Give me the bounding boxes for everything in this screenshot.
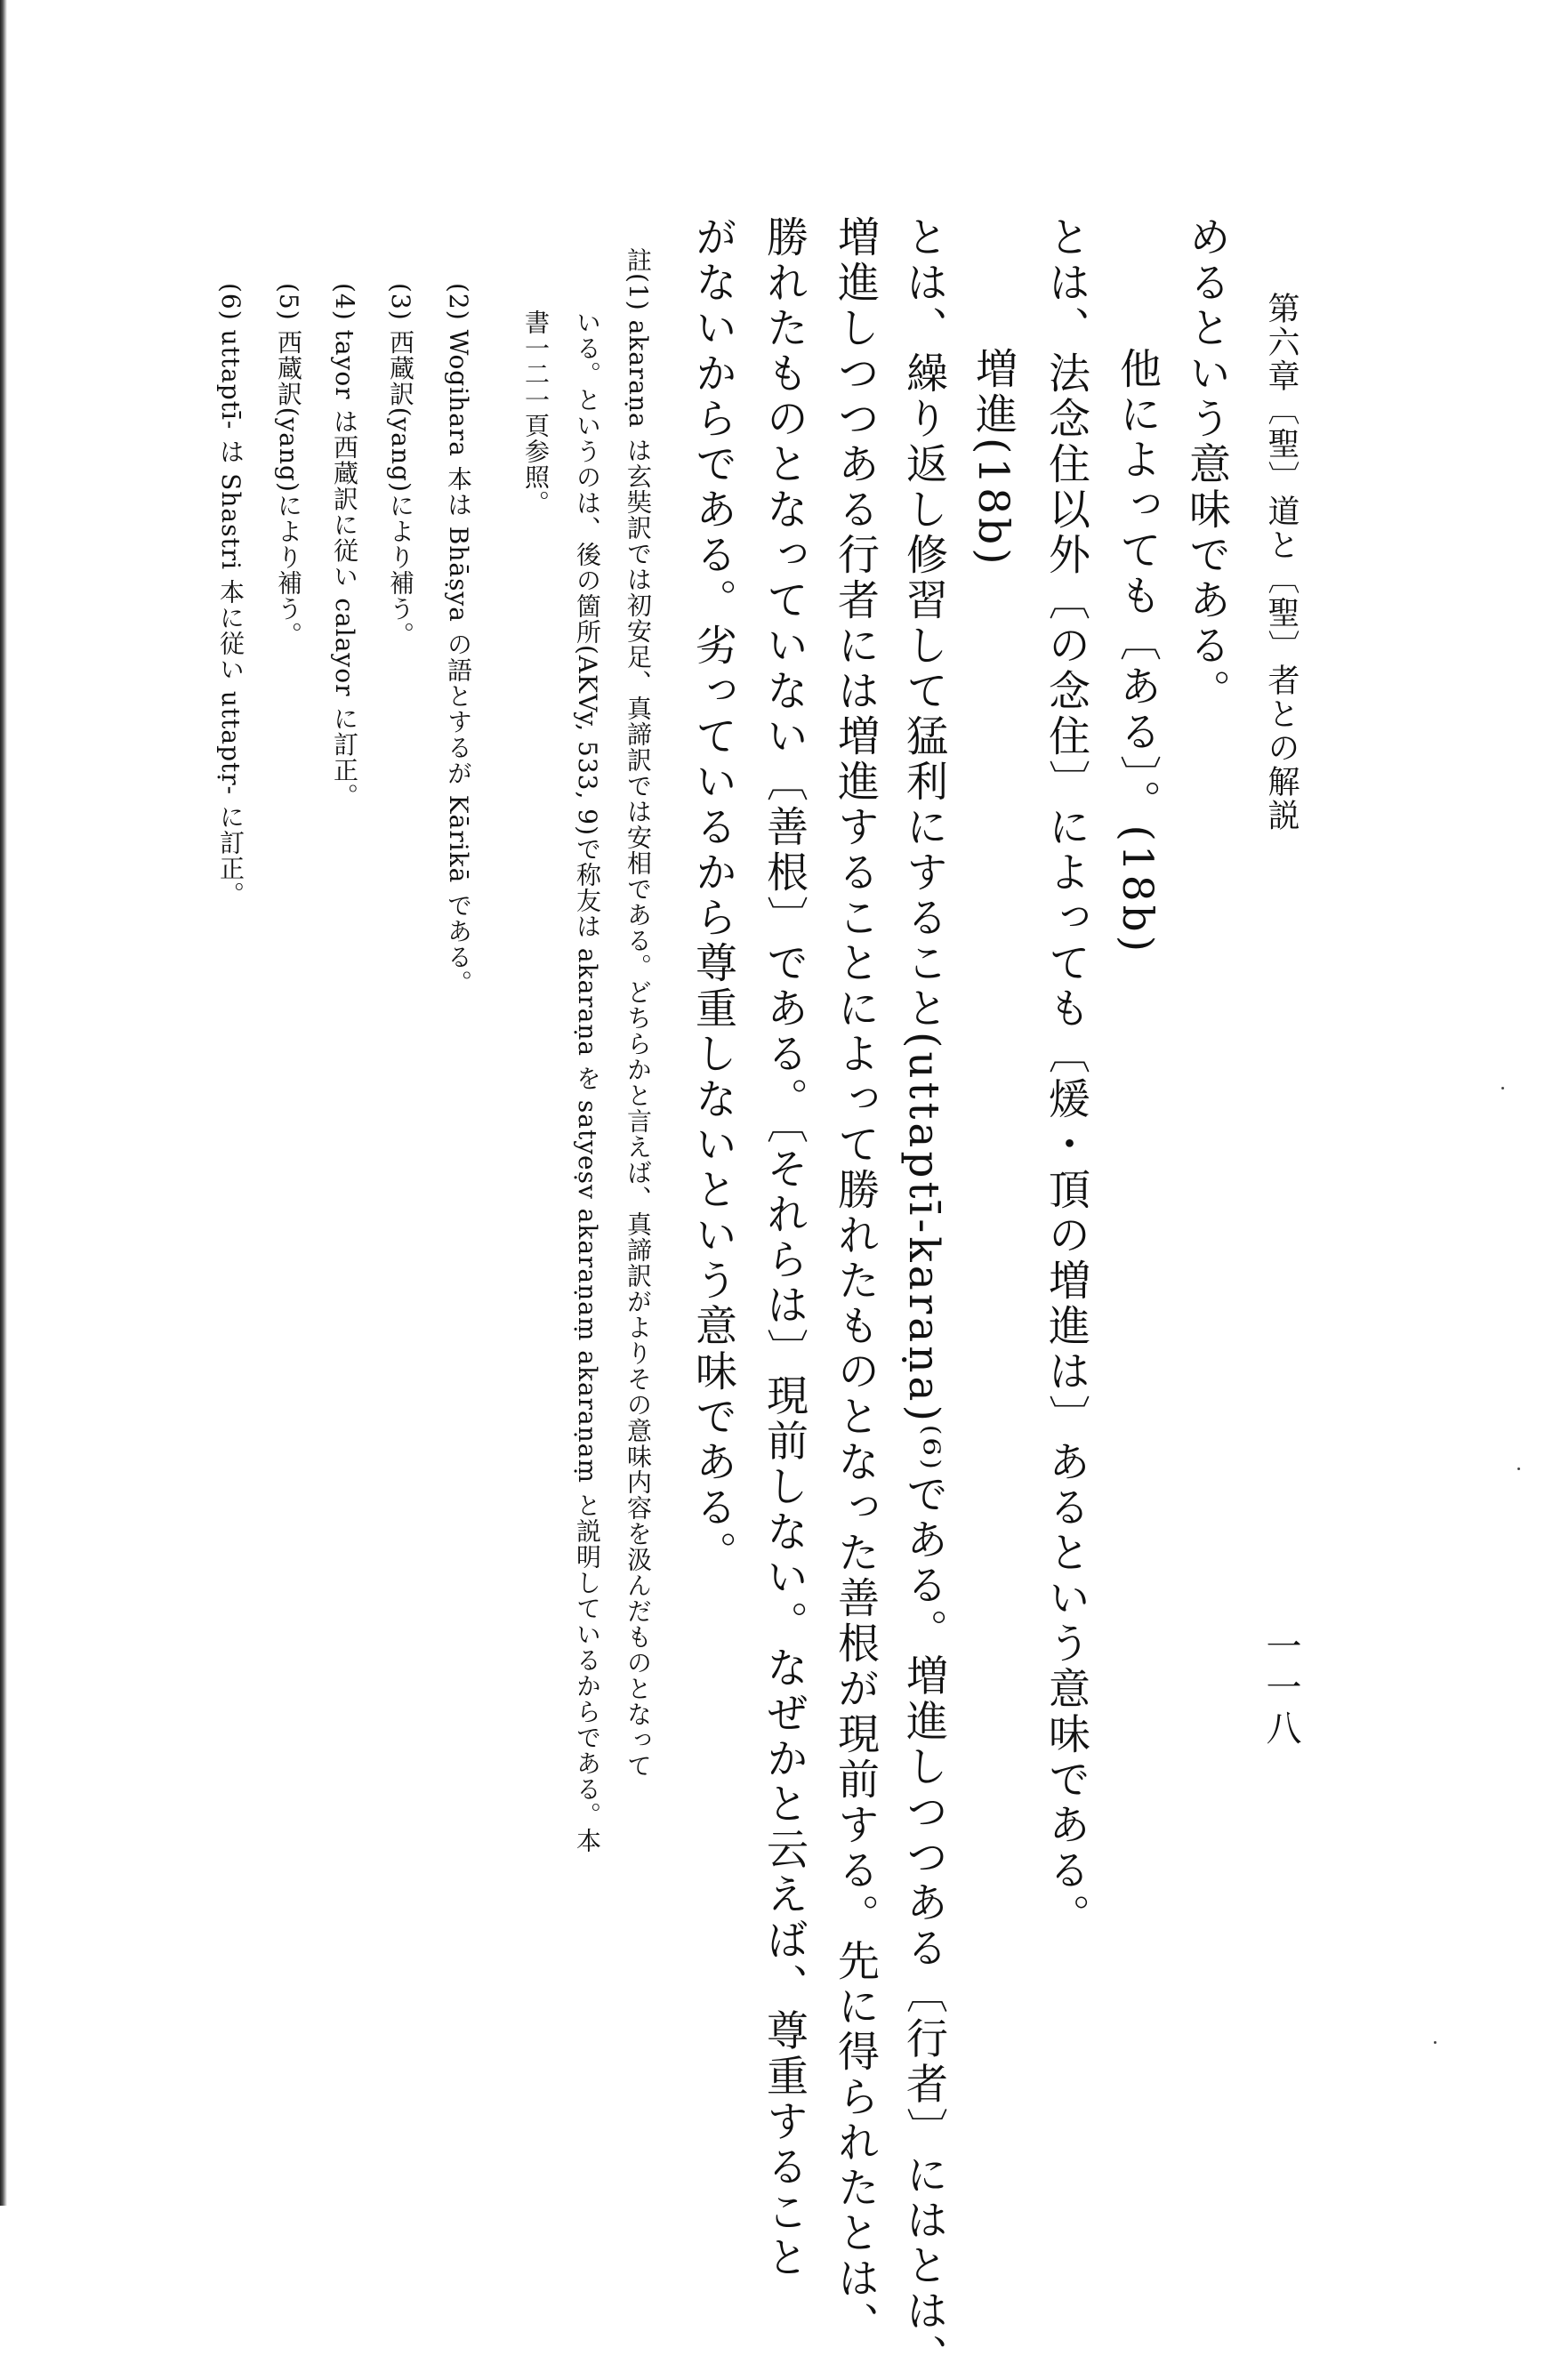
scan-edge: [0, 0, 7, 2206]
footnote-line: (4) tayor は西蔵訳に従い calayor に訂正。: [330, 283, 359, 809]
footnote-line: (2) Wogihara 本は Bhāṣya の語とするが Kārikā である。: [444, 283, 473, 996]
footnote-line: (5) 西蔵訳(yang)により補う。: [274, 283, 303, 647]
page-number: 一一八: [1260, 1628, 1301, 1750]
body-line: 勝れたものとなっていない〔善根〕である。〔それらは〕現前しない。なぜかと云えば、尊重すること: [760, 215, 809, 2281]
footnote-line: 書一二一頁参照。: [521, 310, 551, 516]
body-line: がないからである。劣っているから尊重しないという意味である。: [688, 215, 737, 1576]
body-line: 増進しつつある行者には増進することによって勝れたものとなった善根が現前する。先に得られたとは、: [831, 215, 880, 2347]
scan-speck: [1434, 2041, 1436, 2044]
footnote-line: (6) uttaptī- は Shastri 本に従い uttaptṛ- に訂正。: [216, 283, 245, 908]
body-line: とは、法念住以外〔の念住〕によっても〔煖・頂の増進は〕あるという意味である。: [1042, 215, 1090, 1939]
body-line: 増進(18b): [969, 347, 1018, 568]
body-line: とは、繰り返し修習して猛利にすること(uttaptī-karaṇa)⁽⁶⁾である。増進しつつある〔行者〕にはとは、: [899, 215, 948, 2380]
running-header: 第六章〔聖〕道と〔聖〕者との解説: [1263, 292, 1299, 832]
footnote-line: (3) 西蔵訳(yang)により補う。: [386, 283, 415, 647]
footnote-line: いる。というのは、後の箇所(AKVy, 533, 9)で称友は akaraṇa を satyeṣv akaraṇaṃ akaraṇaṃ と説明しているからである。本: [573, 310, 602, 1853]
footnote-line: 註(1) akaraṇa は玄奘訳では初安足、真諦訳では安相である。どちらかと言えば、真諦訳がよりその意味内容を汲んだものとなって: [624, 247, 653, 1779]
scan-speck: [1517, 1467, 1520, 1470]
body-line: 他によっても〔ある〕。(18b): [1113, 347, 1162, 956]
scan-speck: [1501, 1087, 1504, 1089]
body-line: めるという意味である。: [1182, 215, 1231, 714]
